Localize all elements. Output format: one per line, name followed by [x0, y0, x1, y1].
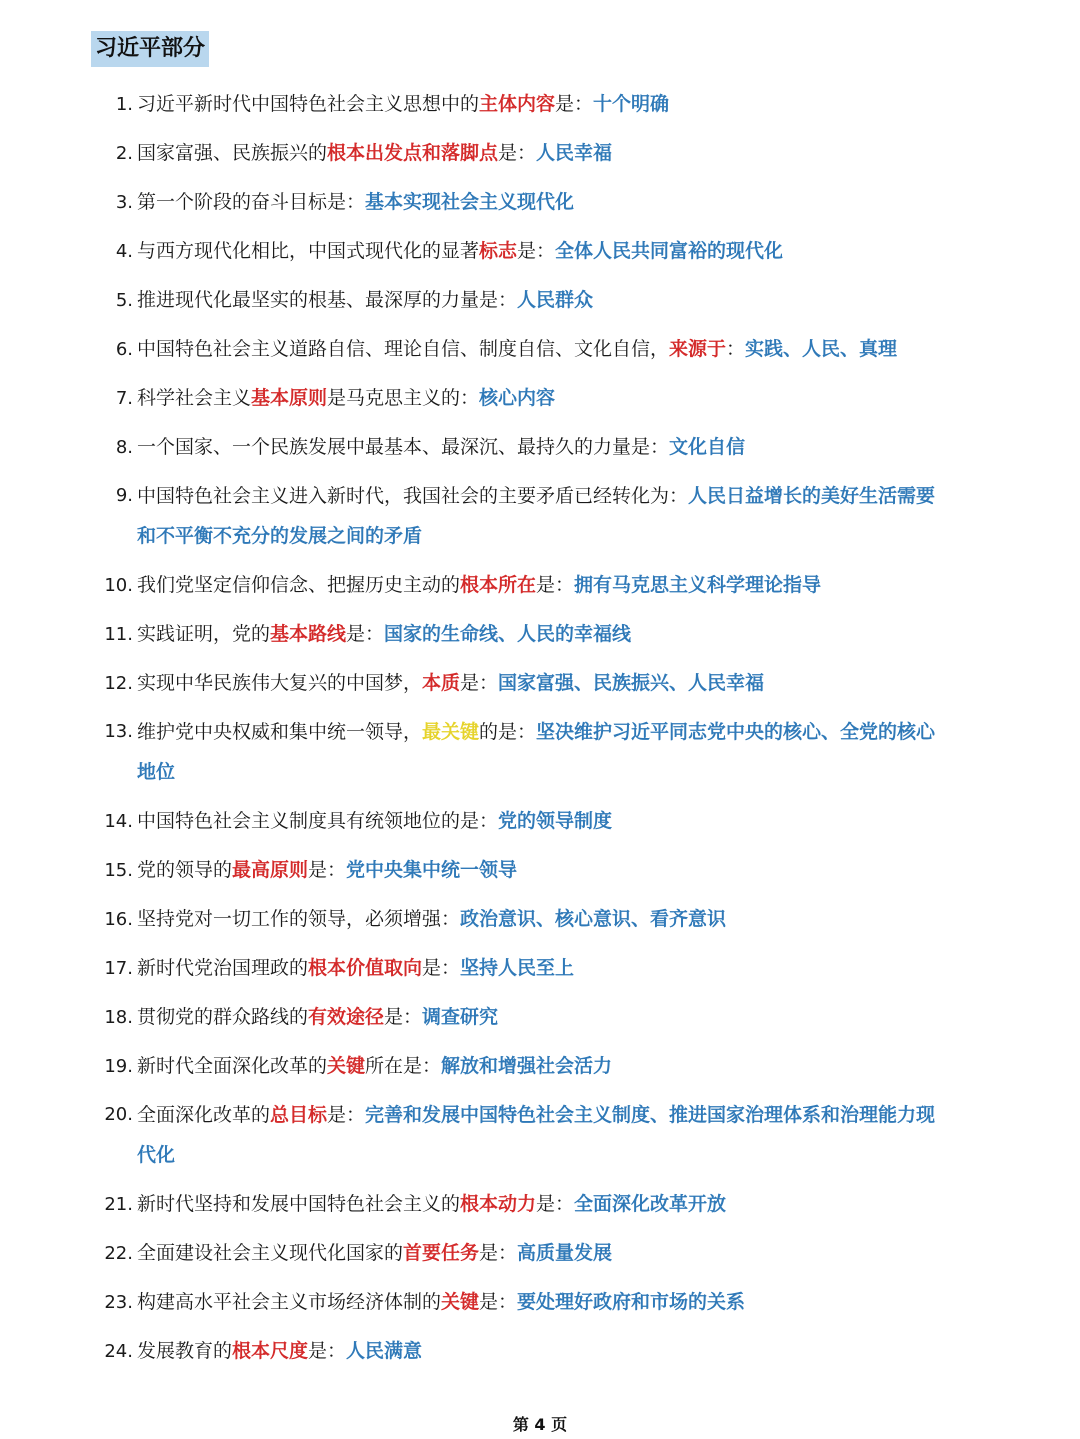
item-keyword: 关键 [441, 1291, 480, 1313]
item-answer: 高质量发展 [517, 1242, 613, 1264]
item-prompt: 第一个阶段的奋斗目标是： [137, 191, 366, 213]
item-answer: 人民幸福 [536, 142, 613, 164]
item-connector: 是马克思主义的： [327, 387, 480, 409]
list-item [0, 129, 1080, 178]
list-item [0, 80, 1080, 129]
item-connector: 是： [327, 1104, 366, 1126]
list-item [0, 659, 1080, 708]
item-answer: 坚持人民至上 [460, 957, 575, 979]
item-connector: 是： [479, 1291, 518, 1313]
item-connector: 的是： [479, 721, 537, 743]
item-number: 3. [115, 192, 133, 213]
item-answer: 坚决维护习近平同志党中央的核心、全党的核心地位 [137, 721, 936, 783]
item-prompt: 一个国家、一个民族发展中最基本、最深沉、最持久的力量是： [137, 436, 670, 458]
item-number: 1. [115, 94, 133, 115]
item-keyword: 根本出发点和落脚点 [327, 142, 499, 164]
item-number: 17. [104, 958, 133, 979]
item-answer: 党的领导制度 [498, 810, 613, 832]
item-text [137, 944, 952, 993]
item-prompt: 中国特色社会主义进入新时代，我国社会的主要矛盾已经转化为： [137, 485, 689, 507]
item-prompt: 党的领导的 [137, 859, 233, 881]
item-prompt: 习近平新时代中国特色社会主义思想中的 [137, 93, 480, 115]
item-prompt: 我们党坚定信仰信念、把握历史主动的 [137, 574, 461, 596]
item-prompt: 与西方现代化相比，中国式现代化的显著 [137, 240, 480, 262]
page-number: 第 4 页 [512, 1415, 568, 1434]
list-item [0, 1278, 1080, 1327]
item-keyword: 根本动力 [460, 1193, 537, 1215]
item-text [137, 227, 952, 276]
item-text [137, 1180, 952, 1229]
item-keyword: 有效途径 [308, 1006, 385, 1028]
item-text [137, 712, 952, 792]
list-item [0, 1042, 1080, 1091]
item-keyword: 根本价值取向 [308, 957, 423, 979]
item-answer: 党中央集中统一领导 [346, 859, 518, 881]
item-number: 5. [115, 290, 133, 311]
item-connector: 是： [479, 1242, 518, 1264]
item-number: 23. [104, 1292, 133, 1313]
list-item [0, 227, 1080, 276]
item-keyword: 最关键 [422, 721, 480, 743]
item-answer: 解放和增强社会活力 [441, 1055, 613, 1077]
item-answer: 人民满意 [346, 1340, 423, 1362]
item-answer: 十个明确 [593, 93, 670, 115]
item-connector: 是： [517, 240, 556, 262]
item-keyword: 根本所在 [460, 574, 537, 596]
item-text [137, 1095, 952, 1175]
item-answer: 实践、人民、真理 [745, 338, 898, 360]
item-text [137, 476, 952, 556]
item-keyword: 首要任务 [403, 1242, 480, 1264]
item-connector: 是： [308, 1340, 347, 1362]
item-keyword: 基本原则 [251, 387, 328, 409]
item-connector: 是： [346, 623, 385, 645]
item-keyword: 基本路线 [270, 623, 347, 645]
item-number: 20. [104, 1104, 133, 1125]
item-number: 7. [115, 388, 133, 409]
item-text [137, 374, 952, 423]
item-answer: 要处理好政府和市场的关系 [517, 1291, 746, 1313]
item-answer: 基本实现社会主义现代化 [365, 191, 575, 213]
item-answer: 拥有马克思主义科学理论指导 [574, 574, 822, 596]
item-text [137, 1229, 952, 1278]
item-number: 11. [104, 624, 133, 645]
item-answer: 完善和发展中国特色社会主义制度、推进国家治理体系和治理能力现代化 [137, 1104, 936, 1166]
item-number: 14. [104, 811, 133, 832]
item-answer: 全面深化改革开放 [574, 1193, 727, 1215]
item-text [137, 325, 952, 374]
item-text [137, 846, 952, 895]
item-answer: 调查研究 [422, 1006, 499, 1028]
item-text [137, 1278, 952, 1327]
item-answer: 全体人民共同富裕的现代化 [555, 240, 784, 262]
list-item [0, 472, 1080, 561]
item-text [137, 423, 952, 472]
list-item [0, 1229, 1080, 1278]
item-number: 6. [115, 339, 133, 360]
item-prompt: 科学社会主义 [137, 387, 252, 409]
item-connector: 是： [460, 672, 499, 694]
item-text [137, 797, 952, 846]
item-prompt: 推进现代化最坚实的根基、最深厚的力量是： [137, 289, 518, 311]
list-item [0, 276, 1080, 325]
list-item [0, 561, 1080, 610]
item-text [137, 1042, 952, 1091]
list-item [0, 1327, 1080, 1376]
item-prompt: 实践证明，党的 [137, 623, 271, 645]
item-connector: ： [726, 338, 746, 360]
item-number: 4. [115, 241, 133, 262]
item-prompt: 国家富强、民族振兴的 [137, 142, 328, 164]
item-prompt: 新时代党治国理政的 [137, 957, 309, 979]
item-number: 13. [104, 721, 133, 742]
list-item [0, 178, 1080, 227]
item-number: 8. [115, 437, 133, 458]
item-text [137, 895, 952, 944]
item-prompt: 中国特色社会主义道路自信、理论自信、制度自信、文化自信， [137, 338, 670, 360]
item-number: 2. [115, 143, 133, 164]
item-keyword: 本质 [422, 672, 461, 694]
item-prompt: 中国特色社会主义制度具有统领地位的是： [137, 810, 499, 832]
item-number: 22. [104, 1243, 133, 1264]
item-text [137, 129, 952, 178]
item-keyword: 关键 [327, 1055, 366, 1077]
item-keyword: 最高原则 [232, 859, 309, 881]
item-number: 24. [104, 1341, 133, 1362]
list-item [0, 797, 1080, 846]
list-item [0, 944, 1080, 993]
item-prompt: 实现中华民族伟大复兴的中国梦， [137, 672, 423, 694]
item-connector: 是： [536, 574, 575, 596]
item-prompt: 新时代全面深化改革的 [137, 1055, 328, 1077]
item-number: 10. [104, 575, 133, 596]
list-item [0, 895, 1080, 944]
item-prompt: 发展教育的 [137, 1340, 233, 1362]
item-prompt: 全面深化改革的 [137, 1104, 271, 1126]
item-prompt: 新时代坚持和发展中国特色社会主义的 [137, 1193, 461, 1215]
question-list [0, 80, 1080, 1376]
item-prompt: 坚持党对一切工作的领导，必须增强： [137, 908, 461, 930]
item-answer: 人民群众 [517, 289, 594, 311]
item-text [137, 659, 952, 708]
item-keyword: 标志 [479, 240, 518, 262]
item-text [137, 1327, 952, 1376]
section-title: 习近平部分 [91, 31, 209, 67]
item-text [137, 561, 952, 610]
item-number: 9. [115, 485, 133, 506]
item-answer: 核心内容 [479, 387, 556, 409]
item-keyword: 来源于 [669, 338, 727, 360]
item-text [137, 993, 952, 1042]
item-answer: 政治意识、核心意识、看齐意识 [460, 908, 727, 930]
item-connector: 所在是： [365, 1055, 442, 1077]
item-prompt: 贯彻党的群众路线的 [137, 1006, 309, 1028]
item-keyword: 主体内容 [479, 93, 556, 115]
item-keyword: 总目标 [270, 1104, 328, 1126]
item-connector: 是： [422, 957, 461, 979]
item-text [137, 276, 952, 325]
item-text [137, 80, 952, 129]
list-item [0, 374, 1080, 423]
list-item [0, 708, 1080, 797]
item-connector: 是： [536, 1193, 575, 1215]
list-item [0, 1091, 1080, 1180]
list-item [0, 610, 1080, 659]
item-number: 15. [104, 860, 133, 881]
item-answer: 文化自信 [669, 436, 746, 458]
list-item [0, 325, 1080, 374]
item-keyword: 根本尺度 [232, 1340, 309, 1362]
item-number: 12. [104, 673, 133, 694]
item-text [137, 178, 952, 227]
item-answer: 国家的生命线、人民的幸福线 [384, 623, 632, 645]
list-item [0, 993, 1080, 1042]
item-connector: 是： [555, 93, 594, 115]
item-connector: 是： [308, 859, 347, 881]
list-item [0, 423, 1080, 472]
item-answer: 人民日益增长的美好生活需要和不平衡不充分的发展之间的矛盾 [137, 485, 936, 547]
item-prompt: 全面建设社会主义现代化国家的 [137, 1242, 404, 1264]
item-answer: 国家富强、民族振兴、人民幸福 [498, 672, 765, 694]
item-text [137, 610, 952, 659]
list-item [0, 1180, 1080, 1229]
item-number: 18. [104, 1007, 133, 1028]
item-number: 21. [104, 1194, 133, 1215]
item-connector: 是： [498, 142, 537, 164]
item-prompt: 构建高水平社会主义市场经济体制的 [137, 1291, 442, 1313]
item-connector: 是： [384, 1006, 423, 1028]
item-number: 19. [104, 1056, 133, 1077]
item-prompt: 维护党中央权威和集中统一领导， [137, 721, 423, 743]
list-item [0, 846, 1080, 895]
item-number: 16. [104, 909, 133, 930]
